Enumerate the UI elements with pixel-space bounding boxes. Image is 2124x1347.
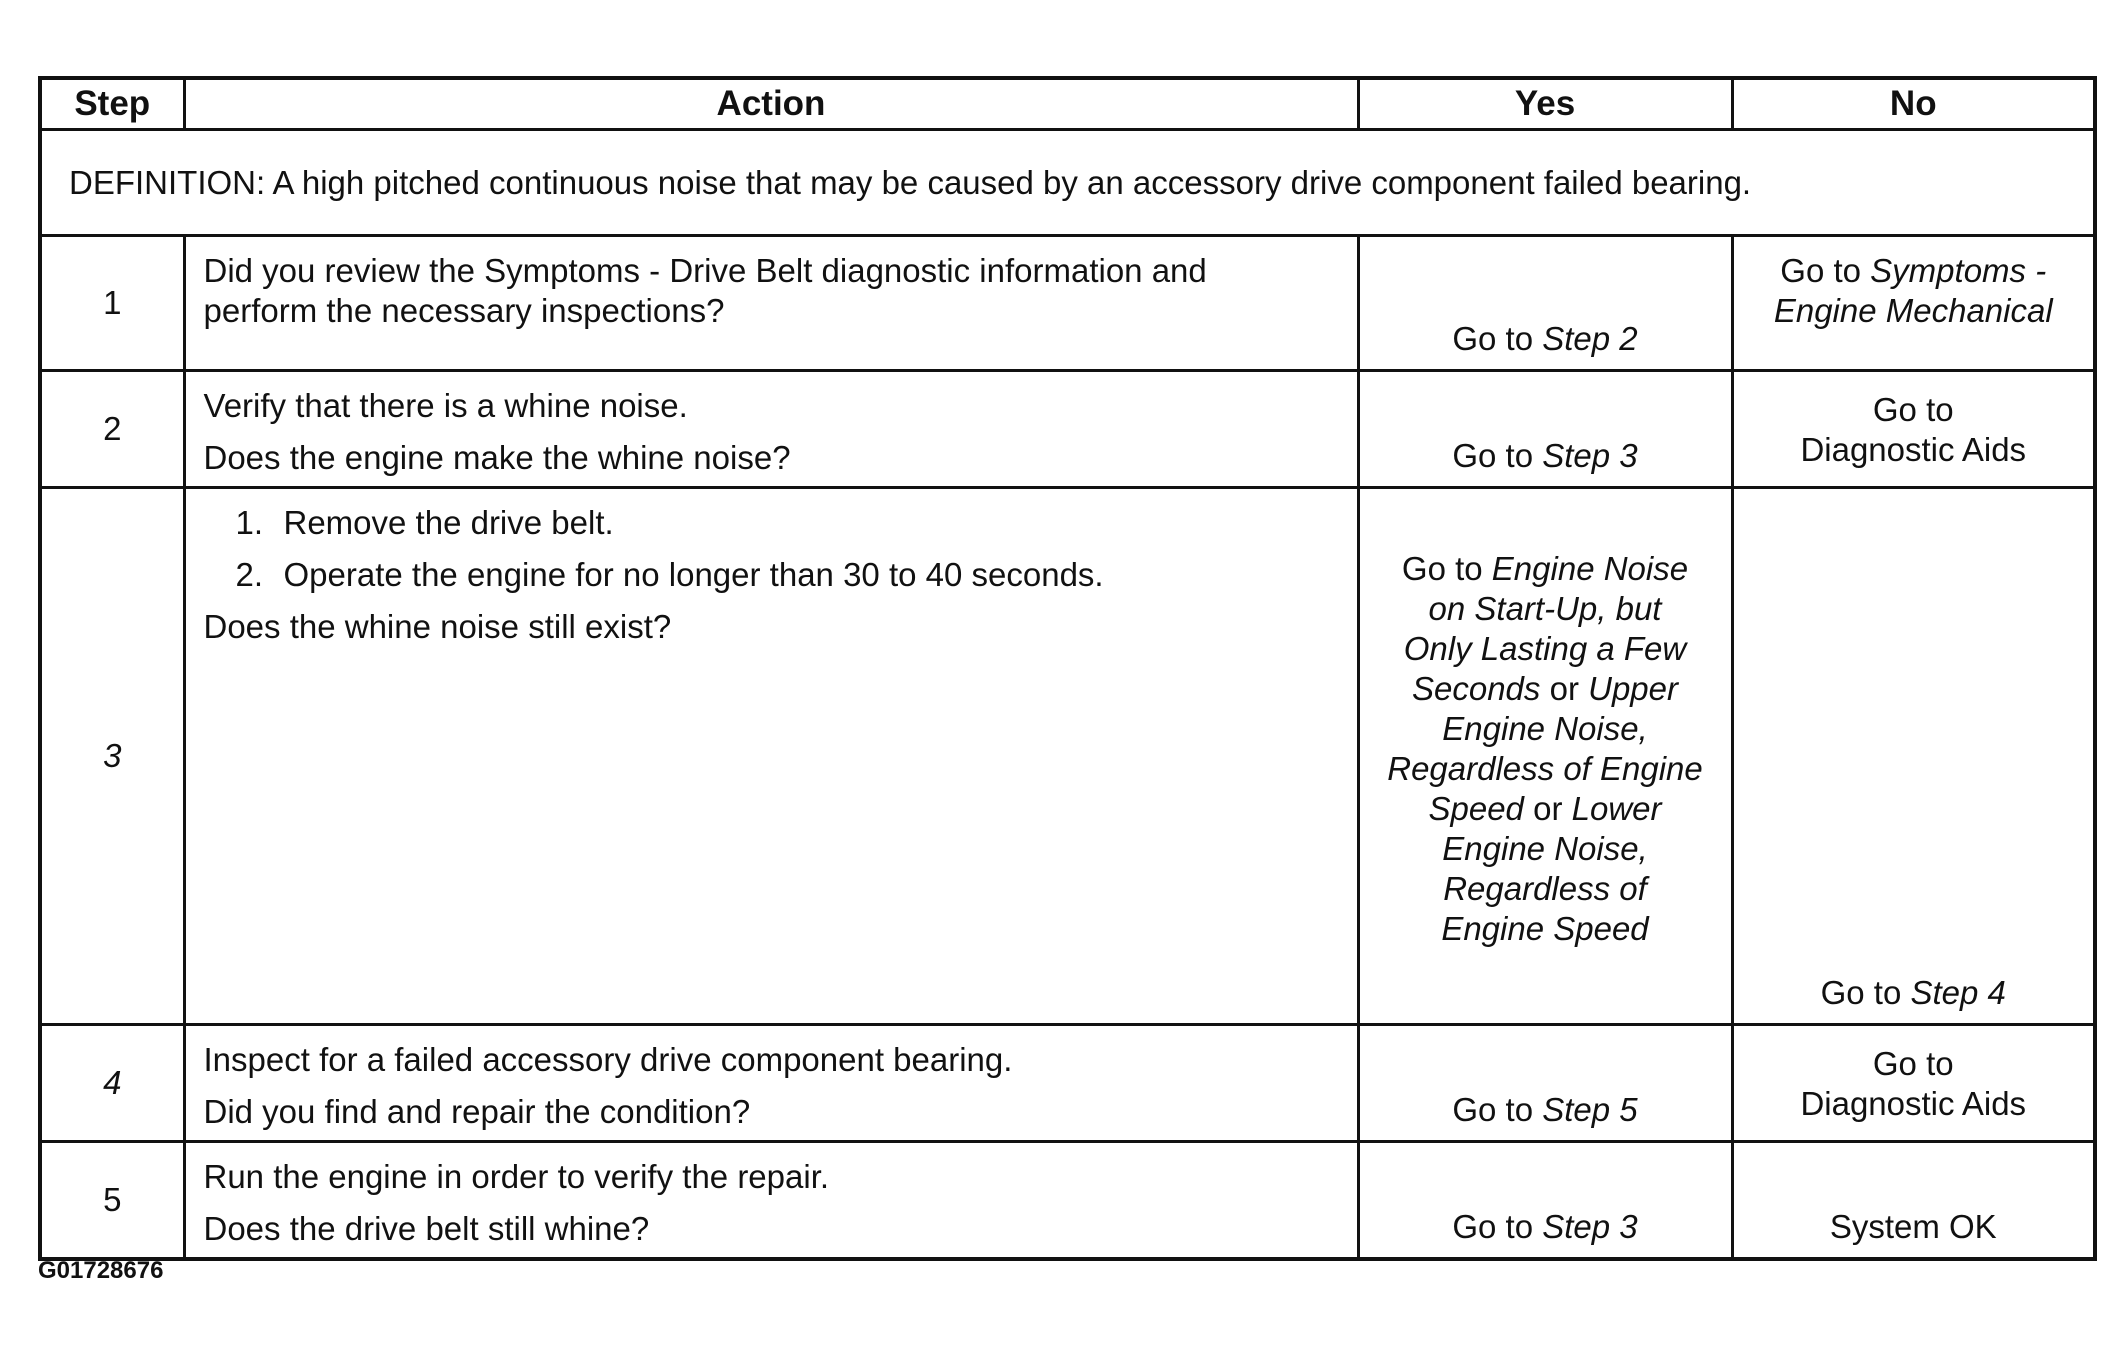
system-ok-text: System OK <box>1829 1208 1997 1245</box>
action-line: Verify that there is a whine noise. <box>203 387 688 424</box>
yes-cell <box>1358 236 1732 371</box>
no-cell <box>1732 1142 2095 1260</box>
header-yes: Yes <box>1358 78 1732 130</box>
header-action: Action <box>184 78 1358 130</box>
header-no: No <box>1732 78 2095 130</box>
action-line: Run the engine in order to verify the repair. <box>203 1158 830 1195</box>
action-cell <box>184 371 1358 488</box>
action-line: Does the drive belt still whine? <box>203 1210 650 1247</box>
diagnostic-table <box>38 76 2097 1261</box>
action-list-item: 1. Remove the drive belt. <box>235 504 614 541</box>
symptoms-link[interactable]: Symptoms - <box>1870 252 2047 289</box>
table-row <box>40 236 2095 371</box>
no-line: Go to <box>1872 1045 1954 1082</box>
no-cell <box>1732 236 2095 371</box>
yes-cell <box>1358 371 1732 488</box>
action-cell <box>184 1025 1358 1142</box>
figure-caption: G01728676 <box>38 1257 164 1284</box>
no-prefix: Go to <box>1780 252 1871 289</box>
step-number: 5 <box>40 1142 184 1260</box>
yes-prefix: Go to <box>1452 1208 1543 1245</box>
action-line: Does the engine make the whine noise? <box>203 439 791 476</box>
header-row <box>40 78 2095 130</box>
action-line: perform the necessary inspections? <box>203 292 725 329</box>
no-line: Go to <box>1872 391 1954 428</box>
diagnostic-aids-link[interactable]: Diagnostic Aids <box>1800 1085 2027 1122</box>
no-prefix: Go to <box>1820 974 1911 1011</box>
action-line: Did you review the Symptoms - Drive Belt diagnostic information and <box>203 252 1207 289</box>
action-line: Does the whine noise still exist? <box>203 608 672 645</box>
no-cell <box>1732 488 2095 1025</box>
action-cell <box>184 1142 1358 1260</box>
diagnostic-aids-link[interactable]: Diagnostic Aids <box>1800 431 2027 468</box>
no-cell <box>1732 1025 2095 1142</box>
action-list-item: 2. Operate the engine for no longer than 30 to 40 seconds. <box>235 556 1104 593</box>
action-line: Inspect for a failed accessory drive component bearing. <box>203 1041 1013 1078</box>
action-cell <box>184 236 1358 371</box>
step-link[interactable]: Step 4 <box>1910 974 2006 1011</box>
yes-cell <box>1358 488 1732 1025</box>
step-link[interactable]: Step 2 <box>1542 320 1638 357</box>
header-step: Step <box>40 78 184 130</box>
table-row <box>40 488 2095 1025</box>
table-row <box>40 371 2095 488</box>
yes-prefix: Go to <box>1452 437 1543 474</box>
table-row <box>40 1142 2095 1260</box>
step-link[interactable]: Step 3 <box>1542 437 1638 474</box>
symptoms-link-cont[interactable]: Engine Mechanical <box>1773 292 2053 329</box>
step-number: 2 <box>40 371 184 488</box>
no-cell <box>1732 371 2095 488</box>
step-number: 4 <box>40 1025 184 1142</box>
engine-noise-links[interactable]: Go to Engine Noise on Start-Up, but Only Lasting a Few Seconds or Upper Engine Noise, Regardless of Engine Speed or Lower Engine Noise, Regardless of Engine Speed <box>1387 550 1703 947</box>
table-row <box>40 1025 2095 1142</box>
action-line: Did you find and repair the condition? <box>203 1093 751 1130</box>
yes-prefix: Go to <box>1452 320 1543 357</box>
yes-cell <box>1358 1025 1732 1142</box>
action-cell <box>184 488 1358 1025</box>
step-number: 3 <box>40 488 184 1025</box>
yes-cell <box>1358 1142 1732 1260</box>
definition-row <box>40 130 2095 236</box>
yes-prefix: Go to <box>1452 1091 1543 1128</box>
definition-text: DEFINITION: A high pitched continuous noise that may be caused by an accessory drive component failed bearing. <box>40 130 2095 236</box>
step-number: 1 <box>40 236 184 371</box>
step-link[interactable]: Step 5 <box>1542 1091 1638 1128</box>
step-link[interactable]: Step 3 <box>1542 1208 1638 1245</box>
